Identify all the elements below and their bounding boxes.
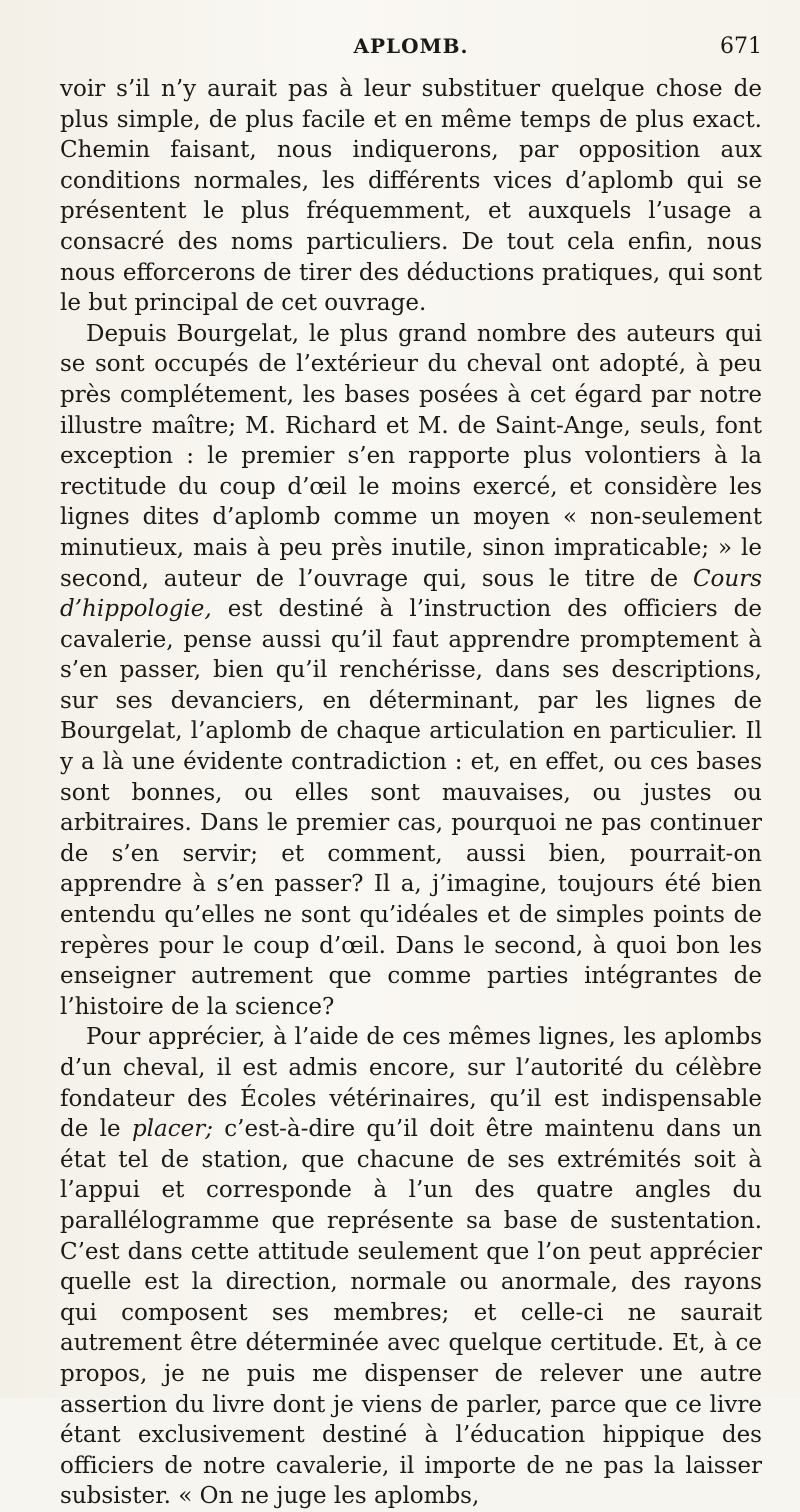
paragraph-1 bbox=[60, 74, 762, 319]
page-header bbox=[60, 24, 762, 74]
running-title: APLOMB. bbox=[353, 34, 469, 58]
paragraph-3-text-b: c’est-à-dire qu’il doit être maintenu dans un état tel de station, que chacune de ses extrémités soit à l’appui et corresponde à l’un des quatre angles du parallélogramme que représente sa base de sustentation. C’est dans cette attitude seulement que l’on peut apprécier quelle est la direction, normale ou anormale, des rayons qui composent ses membres; et celle-ci ne saurait autrement être déterminée avec quelque certitude. Et, à ce propos, je ne puis me dispenser de relever une autre assertion du livre dont je viens de parler, parce que ce livre étant exclusivement destiné à l’éducation hippique des officiers de notre cavalerie, il importe de ne pas la laisser subsister. « On ne juge les aplombs, bbox=[60, 1116, 762, 1510]
book-title-italic: Cours d’hippologie, bbox=[60, 565, 762, 623]
paragraph-3-text-a: Pour apprécier, à l’aide de ces mêmes lignes, les aplombs d’un cheval, il est admis encore, sur l’autorité du célèbre fondateur des Écoles vétérinaires, qu’il est indispensable de le bbox=[60, 1024, 762, 1143]
paragraph-3 bbox=[60, 1022, 762, 1512]
paragraph-1-text: voir s’il n’y aurait pas à leur substituer quelque chose de plus simple, de plus facile et en même temps de plus exact. Chemin faisant, nous indiquerons, par opposition aux conditions normales, les différents vices d’aplomb qui se présentent le plus fréquemment, et auxquels l’usage a consacré des noms particuliers. De tout cela enfin, nous nous efforcerons de tirer des déductions pratiques, qui sont le but principal de cet ouvrage. bbox=[60, 76, 762, 317]
body-text bbox=[60, 74, 762, 1512]
paragraph-2-text-a: Depuis Bourgelat, le plus grand nombre des auteurs qui se sont occupés de l’extérieur du cheval ont adopté, à peu près complétement, les bases posées à cet égard par notre illustre maître; M. Richard et M. de Saint-Ange, seuls, font exception : le premier s’en rapporte plus volontiers à la rectitude du coup d’œil le moins exercé, et considère les lignes dites d’aplomb comme un moyen « non-seulement minutieux, mais à peu près inutile, sinon impraticable; » le second, auteur de l’ouvrage qui, sous le titre de bbox=[60, 320, 762, 592]
page-number: 671 bbox=[720, 34, 762, 59]
placer-italic: placer; bbox=[131, 1116, 213, 1143]
paragraph-2 bbox=[60, 319, 762, 1023]
paragraph-2-text-b: est destiné à l’instruction des officiers de cavalerie, pense aussi qu’il faut apprendre promptement à s’en passer, bien qu’il renchérisse, dans ses descriptions, sur ses devanciers, en déterminant, par les lignes de Bourgelat, l’aplomb de chaque articulation en particulier. Il y a là une évidente contradiction : et, en effet, ou ces bases sont bonnes, ou elles sont mauvaises, ou justes ou arbitraires. Dans le premier cas, pourquoi ne pas continuer de s’en servir; et comment, aussi bien, pourrait-on apprendre à s’en passer? Il a, j’imagine, toujours été bien entendu qu’elles ne sont qu’idéales et de simples points de repères pour le coup d’œil. Dans le second, à quoi bon les enseigner autrement que comme parties intégrantes de l’histoire de la science? bbox=[60, 596, 762, 1020]
